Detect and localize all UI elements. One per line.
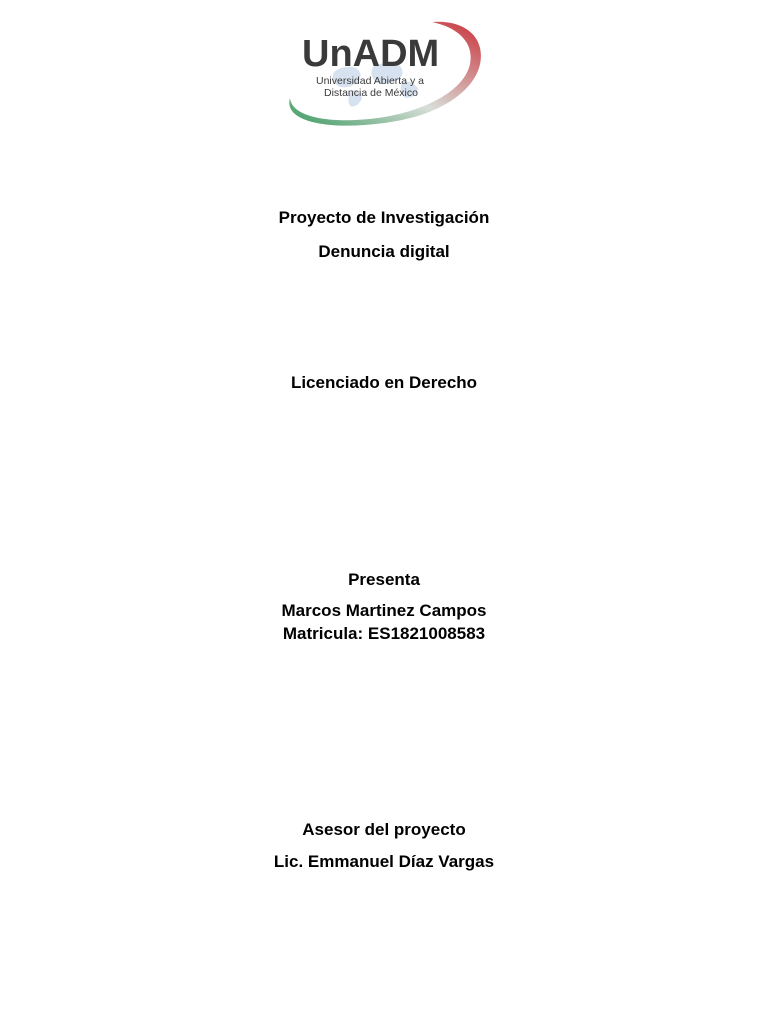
project-title: Denuncia digital <box>318 242 450 261</box>
logo-subtitle-line1: Universidad Abierta y a <box>316 75 424 87</box>
logo-wordmark: UnADM <box>302 33 440 75</box>
student-name: Marcos Martinez Campos <box>281 601 487 620</box>
advisor-label: Asesor del proyecto <box>302 820 466 839</box>
advisor-name: Lic. Emmanuel Díaz Vargas <box>273 852 495 871</box>
project-type: Proyecto de Investigación <box>278 208 490 227</box>
unadm-logo <box>282 20 484 132</box>
logo-subtitle-line2: Distancia de México <box>324 87 418 99</box>
student-id: Matricula: ES1821008583 <box>282 624 486 643</box>
presents-label: Presenta <box>348 570 420 589</box>
unadm-logo-graphic <box>282 20 484 132</box>
degree: Licenciado en Derecho <box>290 373 478 392</box>
